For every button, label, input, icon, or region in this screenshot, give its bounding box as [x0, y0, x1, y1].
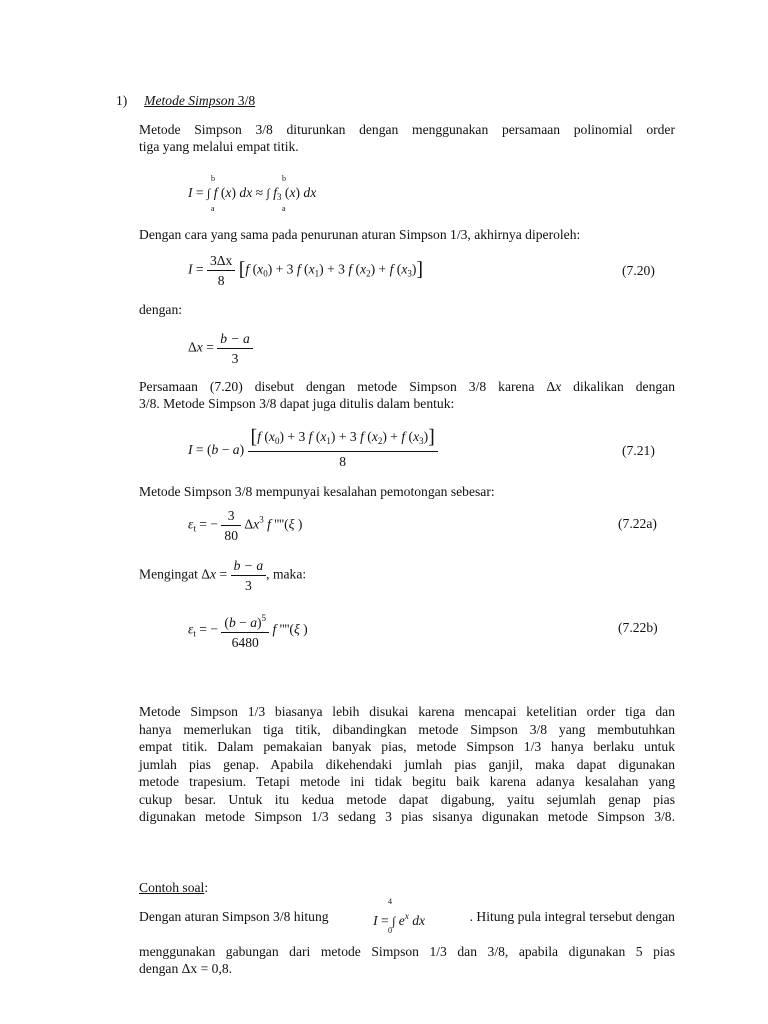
dengan-label: dengan:	[139, 302, 183, 317]
error-text: Metode Simpson 3/8 mempunyai kesalahan pemotongan sebesar:	[139, 484, 495, 499]
contoh-line-2: menggunakan gabungan dari metode Simpson 1/3 dan 3/8, apabila digunakan 5 pias	[139, 944, 675, 959]
integral-upper-1: b	[211, 174, 215, 183]
intro-line-2: tiga yang melalui empat titik.	[139, 139, 299, 154]
contoh-heading: Contoh soal:	[139, 880, 209, 895]
paragraph-line-1: Metode Simpson 1/3 biasanya lebih disukai karena mencapai ketelitian order tiga dan	[139, 704, 675, 719]
integral-lower-2: a	[282, 204, 286, 213]
contoh-line-3: dengan Δx = 0,8.	[139, 961, 233, 976]
delta-x-equation: Δx = $\frac{b - a}{3}$	[188, 330, 253, 367]
contoh-title: Contoh soal	[139, 880, 205, 895]
integral-expression: I = ∫ f (x) dx ≈ ∫ $f_3$ (x) dx	[188, 185, 317, 202]
contoh-int-lower: 0	[388, 926, 392, 935]
fraction-mengingat: $\frac{b - a}{3}$	[231, 557, 267, 594]
fraction-7-21: $\frac{[f (x_0) + 3 f (x_1) + 3 f (x_2) + f (x_3)]}{8}$	[248, 428, 438, 470]
paragraph-line-7: digunakan metode Simpson 1/3 sedang 3 pias sisanya digunakan metode Simpson 3/8.	[139, 809, 675, 824]
paragraph-line-5: metode trapesium. Tetapi metode ini tidak begitu baik karena adanya kesalahan yang	[139, 774, 675, 789]
equation-label-7-22a: (7.22a)	[618, 516, 657, 531]
equation-7-22b: $\varepsilon_t$ = − $\frac{(b - a)^5}{6480}$ f ''''(ξ )	[188, 610, 308, 651]
equation-7-22a: $\varepsilon_t$ = − $\frac{3}{80}$ $\Delta x^3$ f ''''(ξ )	[188, 508, 303, 543]
intro-line-1: Metode Simpson 3/8 diturunkan dengan menggunakan persamaan polinomial order	[139, 122, 675, 137]
contoh-line-1: Dengan aturan Simpson 3/8 hitung I = ∫ $e^x$ dx . Hitung pula integral tersebut dengan	[139, 909, 675, 928]
integral-lower-1: a	[211, 204, 215, 213]
contoh-int-upper: 4	[388, 897, 392, 906]
equation-7-20: I = $\frac{3\Delta x}{8}$ [f $(x_0) + 3$ f $(x_1) + 3$ f $(x_2) + f$ $(x_3)$]	[188, 253, 424, 288]
paragraph-line-4: jumlah pias genap. Apabila dikehendaki jumlah pias ganjil, maka dapat digunakan	[139, 757, 675, 772]
fraction-b-a-3: $\frac{b - a}{3}$	[217, 330, 253, 367]
paragraph-line-3: empat titik. Dalam pemakaian banyak pias, metode Simpson 1/3 hanya berlaku untuk	[139, 739, 675, 754]
mengingat-line: Mengingat Δx = $\frac{b - a}{3}$ , maka:	[139, 558, 307, 593]
section-title-italic: Metode Simpson	[144, 93, 235, 108]
equation-label-7-22b: (7.22b)	[618, 620, 658, 635]
derivation-text: Dengan cara yang sama pada penurunan aturan Simpson 1/3, akhirnya diperoleh:	[139, 227, 581, 242]
equation-label-7-21: (7.21)	[622, 443, 655, 458]
persamaan-line-1: Persamaan (7.20) disebut dengan metode Simpson 3/8 karena Δx dikalikan dengan	[139, 379, 675, 394]
fraction-3dx-8: $\frac{3\Delta x}{8}$	[207, 252, 235, 289]
fraction-3-80: $\frac{3}{80}$	[221, 507, 241, 544]
equation-7-21: I = (b − a) $\frac{[f (x_0) + 3 f (x_1) + 3 f (x_2) + f (x_3)]}{8}$	[188, 428, 438, 470]
section-heading	[116, 92, 255, 109]
paragraph-line-6: cukup besar. Untuk itu kedua metode dapat digabung, yaitu sejumlah genap pias	[139, 792, 675, 807]
fraction-b-a5-6480: $\frac{(b - a)^5}{6480}$	[221, 610, 269, 651]
paragraph-line-2: hanya memerlukan tiga titik, dibandingkan metode Simpson 3/8 yang membutuhkan	[139, 722, 675, 737]
section-title-plain: 3/8	[237, 93, 256, 108]
persamaan-line-2: 3/8. Metode Simpson 3/8 dapat juga ditulis dalam bentuk:	[139, 396, 455, 411]
integral-upper-2: b	[282, 174, 286, 183]
section-number: 1)	[116, 93, 128, 108]
equation-label-7-20: (7.20)	[622, 263, 655, 278]
